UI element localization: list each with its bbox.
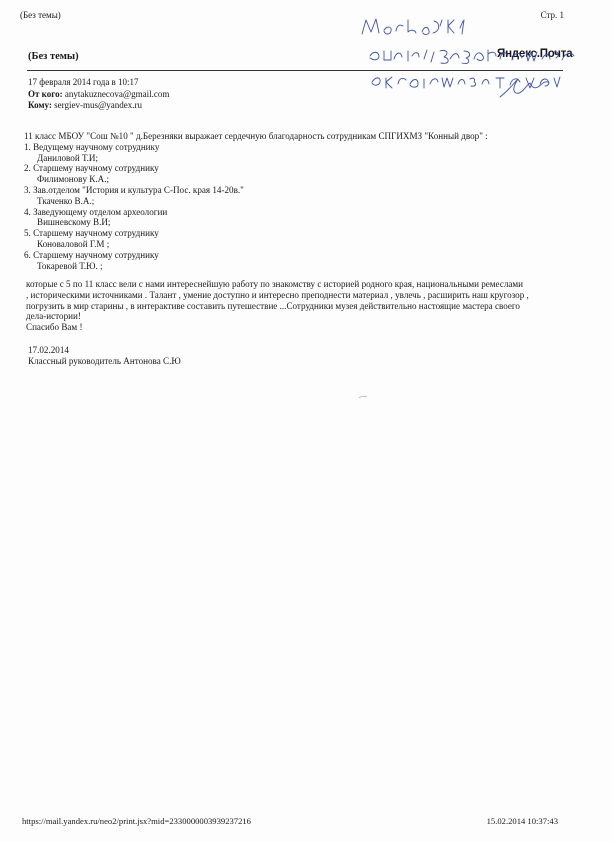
paragraph-line: дела-истории! (26, 311, 81, 322)
paragraph-line: Спасибо Вам ! (26, 322, 83, 333)
recipient-title: 2. Старшему научному сотруднику (24, 163, 159, 174)
header-divider (27, 70, 563, 71)
email-meta (28, 77, 169, 112)
print-timestamp: 15.02.2014 10:37:43 (486, 816, 558, 826)
recipient-name: Ткаченко В.А.; (37, 195, 95, 206)
letter-intro: 11 класс МБОУ "Сош №10 " д.Березняки выражает сердечную благодарность сотрудникам СПГИХМЗ "Конный двор" : (24, 131, 488, 141)
paragraph-line: погрузить в мир старины , в интерактиве составить путешествие ...Сотрудники музея действительно настоящие мастера своего (26, 300, 520, 311)
signature-scrawl (500, 79, 549, 97)
recipient-title: 3. Зав.отделом "История и культура С-Пос. края 14-20в." (24, 184, 244, 195)
recipient-name: Даниловой Т.И; (37, 152, 98, 163)
from-address: anytakuznecova@gmail.com (64, 88, 170, 99)
recipient-title: 1. Ведущему научному сотруднику (24, 141, 160, 152)
from-label: От кого: (28, 88, 63, 99)
recipient-name: Токаревой Т.Ю. ; (37, 260, 103, 271)
letter-body (24, 131, 569, 271)
recipient-title: 6. Старшему научному сотруднику (24, 249, 159, 260)
email-subject: (Без темы) (28, 51, 79, 62)
to-label: Кому: (28, 100, 52, 110)
recipient-name: Филимоновy К.А.; (37, 174, 109, 185)
paragraph-line: , историческими источниками . Талант , умение доступно и интересно преподнести материал , увлечь , расширить наш кругозор , (26, 289, 529, 300)
scan-speck (358, 395, 368, 399)
recipient-name: Вишневскому В.И; (37, 217, 111, 228)
recipient-name: Коноваловой Г.М ; (37, 238, 110, 249)
letter-signature (28, 345, 181, 367)
email-from-row (28, 89, 169, 101)
paragraph-line: которые с 5 по 11 класс вели с нами интереснейшую работу по знакомству с историей родного края, национальными ремеслами (26, 279, 524, 289)
print-url: https://mail.yandex.ru/neo2/print.jsx?mid=2330000003939237216 (22, 816, 251, 826)
print-header-title: (Без темы) (20, 10, 61, 20)
email-date: 17 февраля 2014 года в 10:17 (28, 77, 139, 87)
recipient-title: 5. Старшему научному сотруднику (24, 228, 159, 239)
signature-date: 17.02.2014 (28, 345, 69, 355)
to-address: sergiev-mus@yandex.ru (54, 100, 143, 110)
email-to-row (28, 100, 169, 112)
recipient-title: 4. Заведующему отделом археологии (24, 206, 168, 217)
letter-paragraph (26, 279, 571, 333)
handwriting-line-3 (372, 77, 560, 88)
yandex-mail-logo: Яндекс.Почта (497, 48, 573, 60)
handwriting-line-1 (362, 19, 464, 34)
signature-name: Классный руководитель Антонова С.Ю (28, 355, 181, 366)
print-page-number: Стр. 1 (540, 10, 564, 20)
